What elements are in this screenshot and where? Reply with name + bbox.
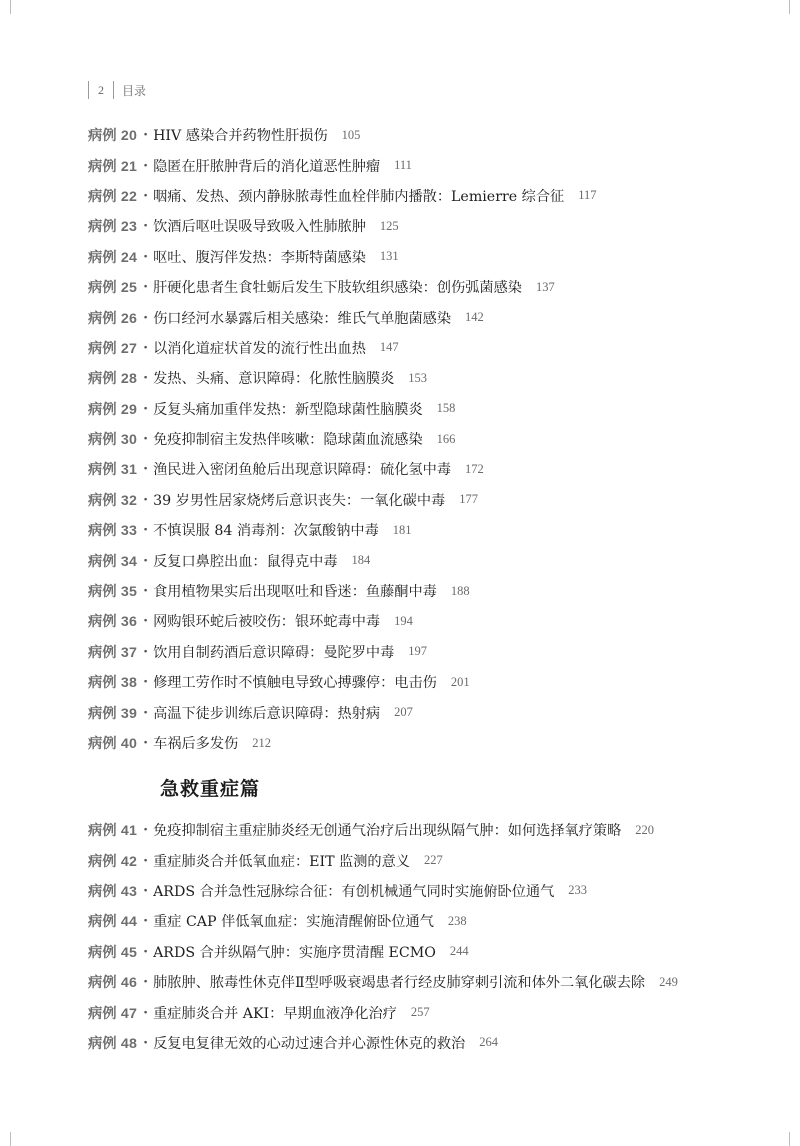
separator-dot: · xyxy=(143,248,149,265)
toc-entry-page: 172 xyxy=(465,461,484,476)
toc-entry-title: 重症 CAP 伴低氧血症：实施清醒俯卧位通气 xyxy=(153,914,434,931)
toc-entry-page: 220 xyxy=(635,822,655,837)
toc-entry-number: 病例 29 xyxy=(88,401,138,418)
crop-mark xyxy=(10,1132,11,1146)
separator-dot: · xyxy=(143,882,149,899)
page-number: 2 xyxy=(98,82,104,97)
separator-dot: · xyxy=(143,279,149,296)
toc-entry-page: 111 xyxy=(394,158,412,173)
toc-entry-page: 131 xyxy=(379,249,399,264)
toc-entry-number: 病例 48 xyxy=(88,1035,138,1052)
toc-entry[interactable] xyxy=(88,454,778,484)
toc-entry-page: 147 xyxy=(379,340,399,355)
toc-entry[interactable] xyxy=(88,697,778,727)
toc-entry-page: 142 xyxy=(465,310,484,325)
toc-entry[interactable] xyxy=(88,667,778,697)
toc-entry-page: 264 xyxy=(479,1035,498,1050)
toc-entry-number: 病例 30 xyxy=(88,432,138,449)
toc-entry-number: 病例 28 xyxy=(88,371,138,388)
crop-mark xyxy=(789,1132,790,1146)
toc-entry-number: 病例 21 xyxy=(88,158,138,175)
toc-entry-page: 177 xyxy=(459,492,478,507)
toc-entry-number: 病例 32 xyxy=(88,492,138,509)
toc-entry-title: 咽痛、发热、颈内静脉脓毒性血栓伴肺内播散：Lemierre 综合征 xyxy=(153,188,565,205)
toc-entry[interactable] xyxy=(88,876,778,906)
running-head-title: 目录 xyxy=(122,83,147,98)
toc-entry-title: 肝硬化患者生食牡蛎后发生下肢软组织感染：创伤弧菌感染 xyxy=(153,280,522,297)
toc-entry-number: 病例 27 xyxy=(88,340,138,357)
separator-dot: · xyxy=(143,643,149,660)
toc-list xyxy=(88,815,778,1058)
separator-dot: · xyxy=(143,309,149,326)
toc-entry-title: 反复头痛加重伴发热：新型隐球菌性脑膜炎 xyxy=(153,401,423,418)
toc-entry-page: 197 xyxy=(408,644,428,659)
toc-entry[interactable] xyxy=(88,485,778,515)
toc-entry[interactable] xyxy=(88,333,778,363)
toc-entry[interactable] xyxy=(88,120,778,150)
separator-dot: · xyxy=(143,674,149,691)
crop-mark xyxy=(10,0,11,14)
toc-entry-number: 病例 46 xyxy=(88,975,138,992)
separator-dot: · xyxy=(143,552,149,569)
separator-dot: · xyxy=(143,974,149,991)
toc-entry-title: 呕吐、腹泻伴发热：李斯特菌感染 xyxy=(153,249,366,266)
separator-dot: · xyxy=(143,187,149,204)
toc-entry[interactable] xyxy=(88,845,778,875)
toc-entry[interactable] xyxy=(88,1028,778,1058)
toc-entry-page: 201 xyxy=(450,674,470,689)
toc-entry-number: 病例 31 xyxy=(88,462,138,479)
toc-entry-number: 病例 38 xyxy=(88,675,138,692)
separator-dot: · xyxy=(143,157,149,174)
separator-dot: · xyxy=(143,491,149,508)
toc-entry-page: 188 xyxy=(450,583,470,598)
crop-mark xyxy=(789,0,790,14)
separator-dot: · xyxy=(143,1034,149,1051)
toc-entry-page: 212 xyxy=(252,735,271,750)
separator-dot: · xyxy=(143,339,149,356)
toc-entry-title: 渔民进入密闭鱼舱后出现意识障碍：硫化氢中毒 xyxy=(153,462,452,479)
toc-entry-number: 病例 24 xyxy=(88,249,138,266)
separator-dot: · xyxy=(143,1004,149,1021)
separator-dot: · xyxy=(143,522,149,539)
toc-entry[interactable] xyxy=(88,272,778,302)
toc-entry-number: 病例 37 xyxy=(88,644,138,661)
toc-entry-title: 反复口鼻腔出血：鼠得克中毒 xyxy=(153,553,338,570)
separator-dot: · xyxy=(143,583,149,600)
toc-entry-page: 166 xyxy=(436,431,456,446)
toc-entry-title: 重症肺炎合并 AKI：早期血液净化治疗 xyxy=(153,1005,397,1022)
separator-dot: · xyxy=(143,943,149,960)
toc-entry-page: 257 xyxy=(410,1005,430,1020)
separator-dot: · xyxy=(143,822,149,839)
toc-entry-page: 249 xyxy=(659,974,678,989)
toc-entry-page: 244 xyxy=(449,944,469,959)
toc-entry-number: 病例 39 xyxy=(88,705,138,722)
toc-entry-page: 184 xyxy=(351,553,371,568)
toc-entry-title: 重症肺炎合并低氧血症：EIT 监测的意义 xyxy=(153,853,410,870)
toc-entry-number: 病例 22 xyxy=(88,188,138,205)
toc-entry-title: 肺脓肿、脓毒性休克伴Ⅱ型呼吸衰竭患者行经皮肺穿刺引流和体外二氧化碳去除 xyxy=(153,975,646,992)
toc-entry[interactable] xyxy=(88,937,778,967)
toc-entry-title: 伤口经河水暴露后相关感染：维氏气单胞菌感染 xyxy=(153,310,452,327)
toc-entry-title: 食用植物果实后出现呕吐和昏迷：鱼藤酮中毒 xyxy=(153,584,437,601)
separator-dot: · xyxy=(143,370,149,387)
toc-entry-title: 车祸后多发伤 xyxy=(153,736,239,752)
toc-entry[interactable] xyxy=(88,815,778,845)
separator-dot: · xyxy=(143,431,149,448)
toc-entry-page: 137 xyxy=(535,279,555,294)
toc-entry-title: 以消化道症状首发的流行性出血热 xyxy=(153,340,366,357)
toc-entry-number: 病例 23 xyxy=(88,219,138,236)
toc-entry[interactable] xyxy=(88,211,778,241)
toc-entry-title: 饮酒后呕吐误吸导致吸入性肺脓肿 xyxy=(153,219,366,236)
separator-dot: · xyxy=(143,218,149,235)
toc-entry-number: 病例 43 xyxy=(88,883,138,900)
toc-entry-page: 125 xyxy=(379,218,399,233)
toc-entry-title: 免疫抑制宿主重症肺炎经无创通气治疗后出现纵隔气肿：如何选择氧疗策略 xyxy=(153,823,622,840)
toc-entry-title: 饮用自制药酒后意识障碍：曼陀罗中毒 xyxy=(153,644,395,661)
toc-entry-page: 117 xyxy=(578,188,597,203)
toc-entry-page: 158 xyxy=(436,401,456,416)
toc-entry[interactable] xyxy=(88,242,778,272)
toc-entry-page: 227 xyxy=(424,853,443,868)
toc-entry[interactable] xyxy=(88,515,778,545)
toc-entry-number: 病例 40 xyxy=(88,736,138,752)
toc-entry[interactable] xyxy=(88,576,778,606)
toc-entry[interactable] xyxy=(88,424,778,454)
toc-entry-number: 病例 20 xyxy=(88,128,138,145)
toc-entry-title: 不慎误服 84 消毒剂：次氯酸钠中毒 xyxy=(153,523,379,540)
toc-entry[interactable] xyxy=(88,545,778,575)
separator-dot: · xyxy=(143,704,149,721)
toc-entry-number: 病例 35 xyxy=(88,584,138,601)
toc-entry-number: 病例 47 xyxy=(88,1005,138,1022)
toc-entry-title: ARDS 合并纵隔气肿：实施序贯清醒 ECMO xyxy=(153,944,436,961)
running-head xyxy=(88,80,146,100)
separator-dot: · xyxy=(143,461,149,478)
toc-entry[interactable] xyxy=(88,181,778,211)
toc-entry-number: 病例 42 xyxy=(88,853,138,870)
toc-entry-number: 病例 41 xyxy=(88,823,138,840)
toc-entry-title: 高温下徒步训练后意识障碍：热射病 xyxy=(153,705,381,722)
toc-entry-number: 病例 36 xyxy=(88,614,138,631)
separator-dot: · xyxy=(143,852,149,869)
toc-entry-number: 病例 25 xyxy=(88,280,138,297)
separator-dot: · xyxy=(143,400,149,417)
toc-entry-title: 反复电复律无效的心动过速合并心源性休克的救治 xyxy=(153,1035,466,1052)
toc-entry[interactable] xyxy=(88,394,778,424)
toc-entry-title: ARDS 合并急性冠脉综合征：有创机械通气同时实施俯卧位通气 xyxy=(153,883,555,900)
toc-list xyxy=(88,120,778,758)
separator-dot: · xyxy=(143,613,149,630)
separator-dot: · xyxy=(143,735,149,751)
toc-entry[interactable] xyxy=(88,363,778,393)
toc-entry-page: 105 xyxy=(341,127,361,142)
toc-entry-number: 病例 26 xyxy=(88,310,138,327)
toc-entry[interactable] xyxy=(88,728,778,758)
toc-entry-page: 207 xyxy=(394,705,413,720)
toc-entry-title: 39 岁男性居家烧烤后意识丧失：一氧化碳中毒 xyxy=(153,492,446,509)
toc-entry-page: 153 xyxy=(408,370,428,385)
toc-entry[interactable] xyxy=(88,906,778,936)
toc-entry-title: 免疫抑制宿主发热伴咳嗽：隐球菌血流感染 xyxy=(153,432,423,449)
toc-entry[interactable] xyxy=(88,606,778,636)
section-heading: 急救重症篇 xyxy=(160,778,261,800)
toc-entry[interactable] xyxy=(88,997,778,1027)
toc-entry[interactable] xyxy=(88,967,778,997)
toc-entry[interactable] xyxy=(88,637,778,667)
separator-dot: · xyxy=(143,127,149,144)
toc-entry-title: 发热、头痛、意识障碍：化脓性脑膜炎 xyxy=(153,371,395,388)
toc-entry-page: 233 xyxy=(568,883,588,898)
toc-entry-number: 病例 33 xyxy=(88,523,138,540)
separator-dot: · xyxy=(143,913,149,930)
toc-entry-number: 病例 45 xyxy=(88,944,138,961)
toc-entry[interactable] xyxy=(88,150,778,180)
toc-entry-title: 修理工劳作时不慎触电导致心搏骤停：电击伤 xyxy=(153,675,437,692)
toc-entry-title: HIV 感染合并药物性肝损伤 xyxy=(153,128,328,145)
toc-entry-page: 238 xyxy=(447,913,467,928)
toc-entry-title: 隐匿在肝脓肿背后的消化道恶性肿瘤 xyxy=(153,158,381,175)
toc-entry-title: 网购银环蛇后被咬伤：银环蛇毒中毒 xyxy=(153,614,381,631)
toc-entry-number: 病例 34 xyxy=(88,553,138,570)
toc-entry-page: 181 xyxy=(392,522,412,537)
toc-entry[interactable] xyxy=(88,302,778,332)
toc-entry-number: 病例 44 xyxy=(88,914,138,931)
toc-entry-page: 194 xyxy=(394,613,413,628)
